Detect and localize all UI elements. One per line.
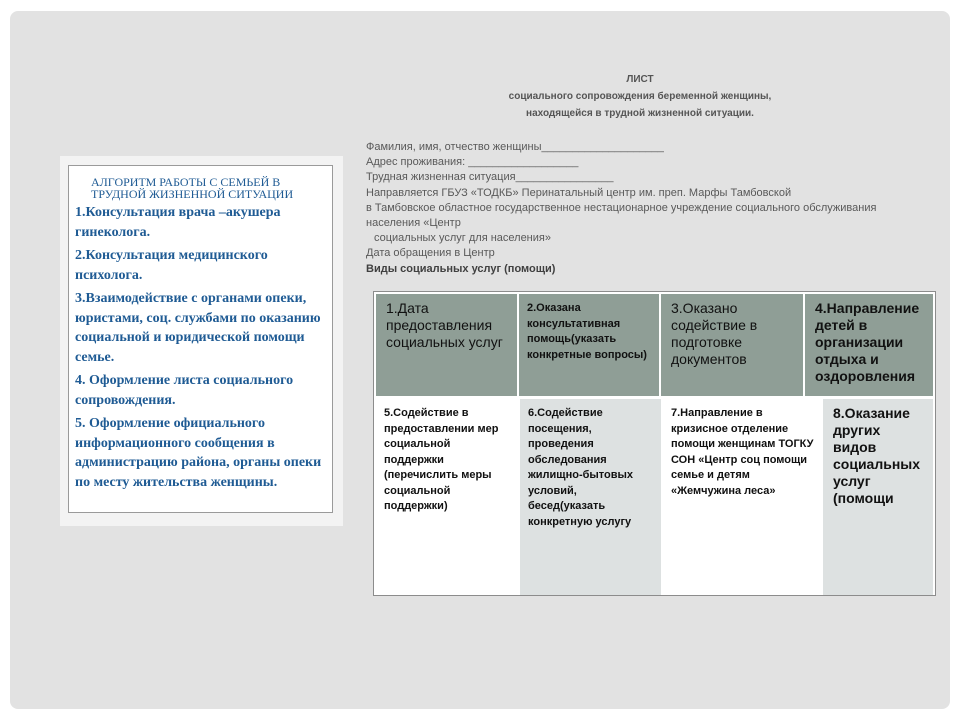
- field-institution: в Тамбовское областное государственное нестационарное учреждение социального обслуживания населения «Центр: [366, 201, 877, 230]
- services-types-header: Виды социальных услуг (помощи): [366, 262, 556, 275]
- table-cell: 5.Содействие в предоставлении мер социальной поддержки (перечислить меры социальной поддержки): [376, 399, 518, 595]
- table-row: [374, 292, 935, 398]
- algorithm-box: [68, 165, 333, 513]
- field-institution-cont: социальных услуг для населения»: [374, 232, 551, 245]
- table-cell: 3.Оказано содействие в подготовке документов: [661, 294, 803, 396]
- field-name: Фамилия, имя, отчество женщины____________________: [366, 141, 664, 153]
- algorithm-item: 5. Оформление официального информационного сообщения в администрацию района, органы опеки по месту жительства женщины.: [75, 416, 322, 490]
- field-date: Дата обращения в Центр: [366, 247, 495, 260]
- field-referral: Направляется ГБУЗ «ТОДКБ» Перинатальный центр им. преп. Марфы Тамбовской: [366, 186, 792, 199]
- algorithm-item: 1.Консультация врача –акушера гинеколога.: [75, 205, 281, 240]
- algorithm-item: 3.Взаимодействие с органами опеки, юристами, соц. службами по оказанию социальной и юридической помощи семье.: [75, 291, 321, 365]
- table-row: [374, 399, 935, 595]
- table-cell: 2.Оказана консультативная помощь(указать конкретные вопросы): [519, 294, 659, 396]
- document-title-line: ЛИСТ: [626, 74, 654, 85]
- table-cell: 8.Оказание других видов социальных услуг (помощи: [823, 399, 933, 595]
- algorithm-item: 4. Оформление листа социального сопровождения.: [75, 373, 294, 408]
- field-situation: Трудная жизненная ситуация________________: [366, 171, 614, 184]
- algorithm-title: АЛГОРИТМ РАБОТЫ С СЕМЬЕЙ В ТРУДНОЙ ЖИЗНЕННОЙ СИТУАЦИИ: [91, 175, 294, 201]
- table-cell: 6.Содействие посещения, проведения обследования жилищно-бытовых условий, бесед(указать конкретную услугу: [520, 399, 661, 595]
- document-title-line: социального сопровождения беременной женщины,: [508, 91, 772, 102]
- table-cell: 1.Дата предоставления социальных услуг: [376, 294, 517, 396]
- table-cell: 4.Направление детей в организации отдыха и оздоровления: [805, 294, 933, 396]
- algorithm-list: [69, 203, 332, 492]
- document-title-line: находящейся в трудной жизненной ситуации.: [526, 108, 754, 119]
- algorithm-item: 2.Консультация медицинского психолога.: [75, 248, 268, 283]
- table-cell: 7.Направление в кризисное отделение помощи женщинам ТОГКУ СОН «Центр соц помощи семье и детям «Жемчужина леса»: [663, 399, 821, 595]
- form-fields: [366, 140, 926, 277]
- field-address: Адрес проживания: __________________: [366, 156, 579, 169]
- services-table: [373, 291, 936, 596]
- document-title: [440, 71, 840, 122]
